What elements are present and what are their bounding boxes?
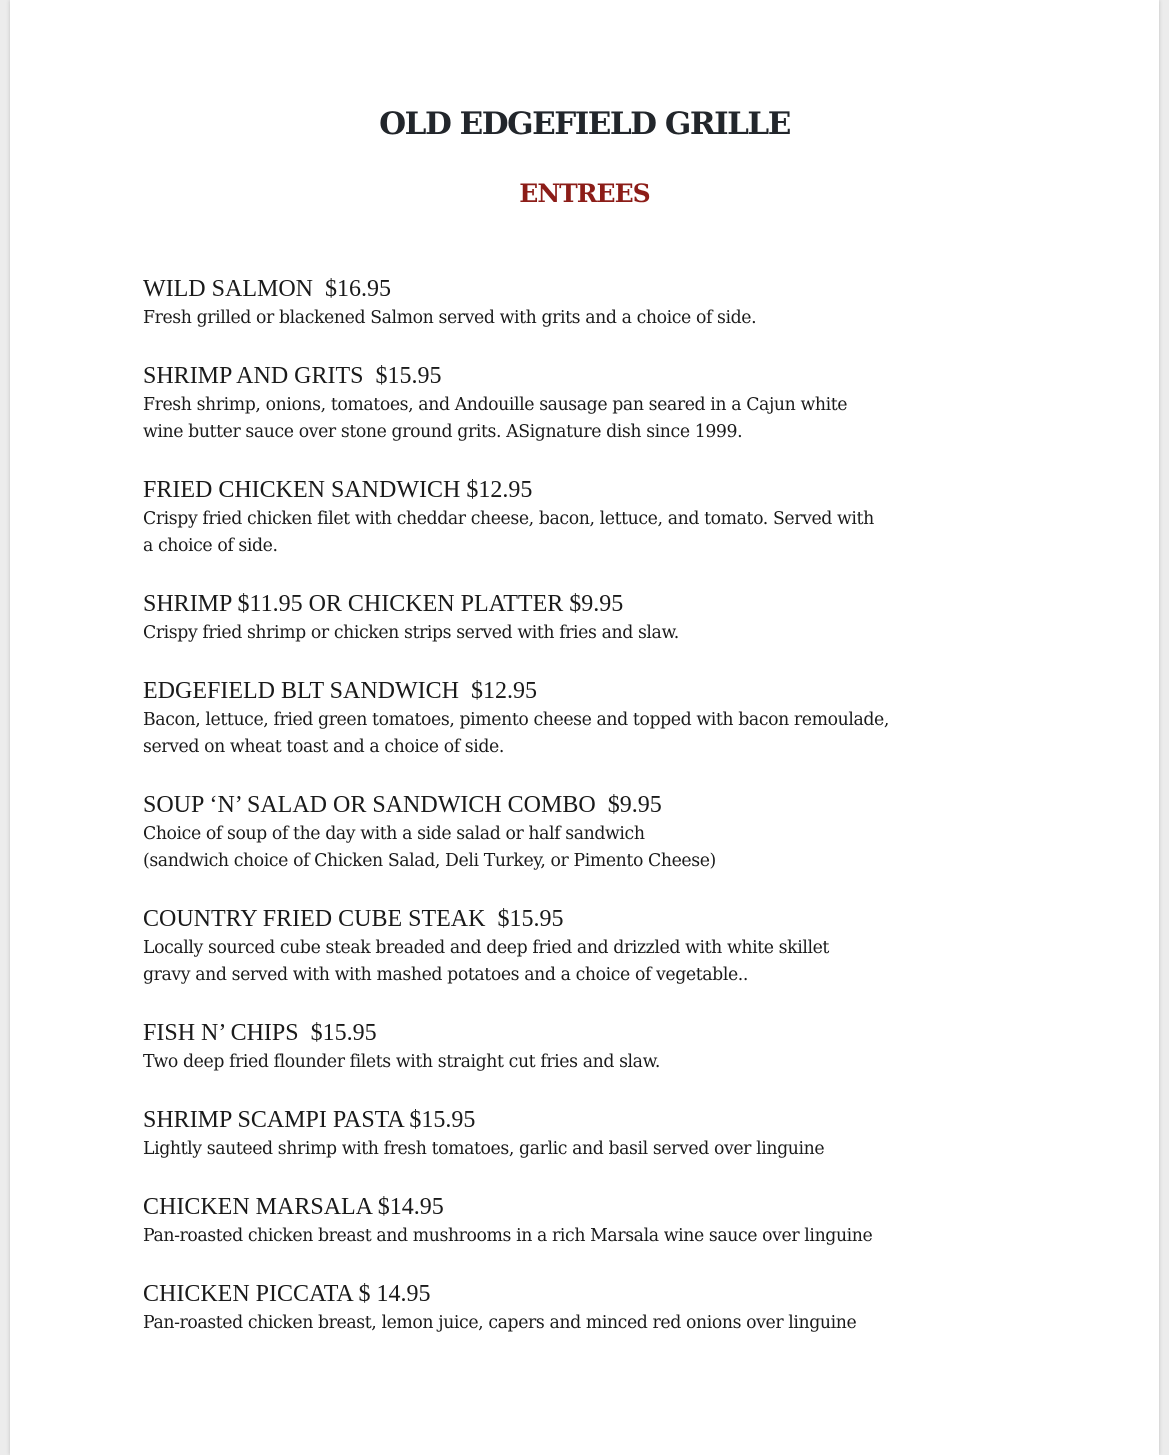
menu-item-name: FISH N’ CHIPS $15.95	[143, 1020, 377, 1046]
menu-item-wild-salmon	[143, 273, 1043, 332]
menu-item-name: SOUP ‘N’ SALAD OR SANDWICH COMBO $9.95	[143, 792, 662, 818]
menu-item-soup-salad-combo	[143, 789, 1043, 875]
menu-item-country-fried-steak	[143, 903, 1043, 989]
menu-item-name: WILD SALMON $16.95	[143, 276, 391, 302]
menu-item-name: SHRIMP AND GRITS $15.95	[143, 363, 442, 389]
menu-item-shrimp-scampi	[143, 1104, 1043, 1163]
menu-item-shrimp-and-grits	[143, 360, 1043, 446]
menu-item-name: SHRIMP $11.95 OR CHICKEN PLATTER $9.95	[143, 591, 624, 617]
menu-item-description: Lightly sauteed shrimp with fresh tomatoes, garlic and basil served over linguine	[143, 1139, 825, 1159]
menu-page	[10, 0, 1159, 1455]
menu-item-name: COUNTRY FRIED CUBE STEAK $15.95	[143, 906, 564, 932]
menu-item-description: Fresh shrimp, onions, tomatoes, and Andouille sausage pan seared in a Cajun white wine butter sauce over stone ground grits. ASignature dish since 1999.	[143, 395, 848, 442]
menu-item-chicken-piccata	[143, 1278, 1043, 1337]
menu-item-name: FRIED CHICKEN SANDWICH $12.95	[143, 477, 533, 503]
menu-item-description: Locally sourced cube steak breaded and deep fried and drizzled with white skillet gravy and served with with mashed potatoes and a choice of vegetable..	[143, 938, 829, 985]
menu-item-description: Crispy fried shrimp or chicken strips served with fries and slaw.	[143, 623, 679, 643]
menu-item-name: CHICKEN PICCATA $ 14.95	[143, 1281, 431, 1307]
menu-item-name: CHICKEN MARSALA $14.95	[143, 1194, 444, 1220]
menu-item-name: EDGEFIELD BLT SANDWICH $12.95	[143, 678, 537, 704]
menu-item-fish-n-chips	[143, 1017, 1043, 1076]
menu-item-description: Choice of soup of the day with a side salad or half sandwich (sandwich choice of Chicken Salad, Deli Turkey, or Pimento Cheese)	[143, 824, 716, 871]
menu-list	[143, 273, 1043, 1365]
restaurant-title: OLD EDGEFIELD GRILLE	[379, 106, 790, 142]
menu-item-description: Bacon, lettuce, fried green tomatoes, pimento cheese and topped with bacon remoulade, served on wheat toast and a choice of side.	[143, 710, 889, 757]
menu-item-edgefield-blt	[143, 675, 1043, 761]
menu-item-shrimp-or-chicken-platter	[143, 588, 1043, 647]
menu-item-description: Fresh grilled or blackened Salmon served with grits and a choice of side.	[143, 308, 757, 328]
section-title: ENTREES	[519, 179, 650, 208]
menu-item-description: Two deep fried flounder filets with straight cut fries and slaw.	[143, 1052, 661, 1072]
menu-item-chicken-marsala	[143, 1191, 1043, 1250]
menu-item-description: Pan-roasted chicken breast, lemon juice, capers and minced red onions over linguine	[143, 1313, 857, 1333]
menu-item-description: Pan-roasted chicken breast and mushrooms in a rich Marsala wine sauce over linguine	[143, 1226, 873, 1246]
menu-item-fried-chicken-sandwich	[143, 474, 1043, 560]
menu-item-description: Crispy fried chicken filet with cheddar cheese, bacon, lettuce, and tomato. Served with a choice of side.	[143, 509, 874, 556]
menu-item-name: SHRIMP SCAMPI PASTA $15.95	[143, 1107, 476, 1133]
